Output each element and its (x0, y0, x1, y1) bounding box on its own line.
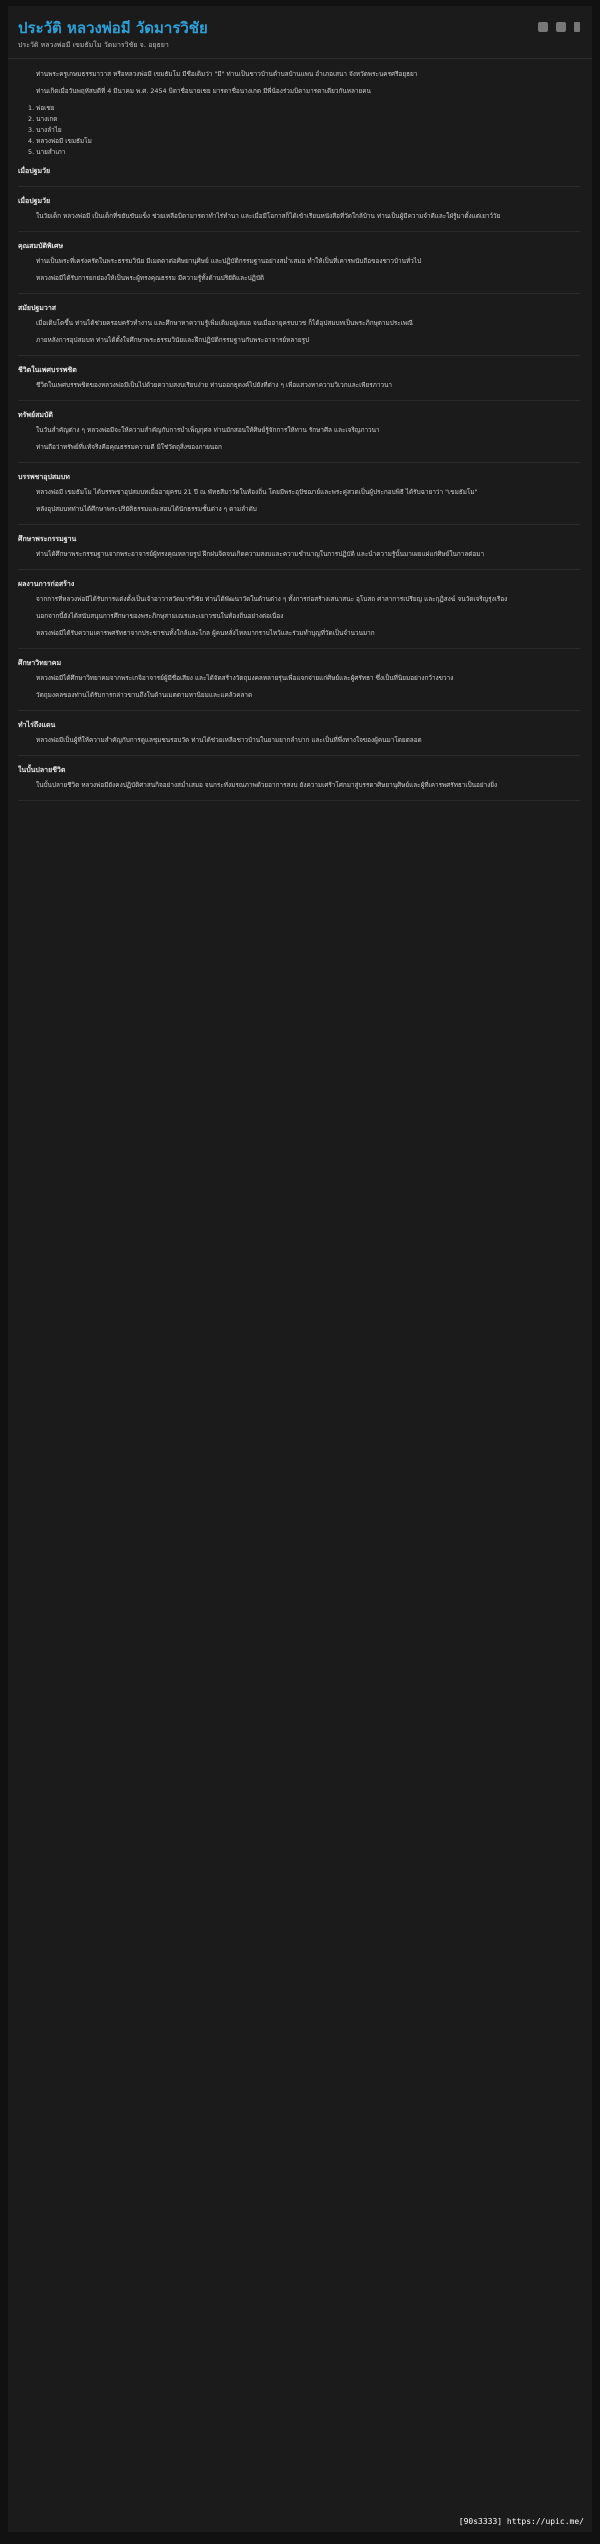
divider (18, 231, 580, 232)
section-heading: ผลงานการก่อสร้าง (18, 580, 75, 588)
section-heading: สมัยปฐมวาส (18, 304, 57, 312)
divider (18, 569, 580, 570)
section-paragraph: หลังอุปสมบทท่านได้ศึกษาพระปริยัติธรรมและสอบได้นักธรรมชั้นต่าง ๆ ตามลำดับ (36, 505, 257, 513)
divider (18, 524, 580, 525)
section-paragraph: ภายหลังการอุปสมบท ท่านได้ตั้งใจศึกษาพระธรรมวินัยและฝึกปฏิบัติกรรมฐานกับพระอาจารย์หลายรูป (36, 336, 310, 344)
section-paragraph: หลวงพ่อมีได้รับความเคารพศรัทธาจากประชาชนทั้งใกล้และไกล ผู้คนหลั่งไหลมากราบไหว้และร่วมทำบุญที่วัดเป็นจำนวนมาก (36, 629, 375, 637)
divider (18, 355, 580, 356)
section-paragraph: ท่านถือว่าทรัพย์ที่แท้จริงคือคุณธรรมความดี มิใช่วัตถุสิ่งของภายนอก (36, 443, 222, 451)
section-heading: ศึกษาพระกรรมฐาน (18, 535, 77, 543)
section-paragraph: ชีวิตในเพศบรรพชิตของหลวงพ่อมีเป็นไปด้วยความสงบเรียบง่าย ท่านออกธุดงค์ไปยังที่ต่าง ๆ เพื่อแสวงหาความวิเวกและเพียรภาวนา (36, 381, 392, 389)
section-heading: ทรัพย์สมบัติ (18, 411, 53, 419)
section-paragraph: นอกจากนี้ยังได้สนับสนุนการศึกษาของพระภิกษุสามเณรและเยาวชนในท้องถิ่นอย่างต่อเนื่อง (36, 612, 284, 620)
list-item: 5. นายสำเภา (28, 148, 66, 156)
intro-paragraph-2: ท่านเกิดเมื่อวันพฤหัสบดีที่ 4 มีนาคม พ.ศ. 2454 บิดาชื่อนายเชย มารดาชื่อนางเกด มีพี่น้องร่วมบิดามารดาเดียวกันหลายคน (36, 87, 371, 95)
section-paragraph: จากการที่หลวงพ่อมีได้รับการแต่งตั้งเป็นเจ้าอาวาสวัดมารวิชัย ท่านได้พัฒนาวัดในด้านต่าง ๆ ทั้งการก่อสร้างเสนาสนะ อุโบสถ ศาลาการเปรียญ และกุฏิสงฆ์ จนวัดเจริญรุ่งเรือง (36, 595, 508, 603)
article-body (18, 70, 580, 2526)
divider (18, 710, 580, 711)
divider (18, 462, 580, 463)
section-paragraph: วัตถุมงคลของท่านได้รับการกล่าวขานถึงในด้านเมตตามหานิยมและแคล้วคลาด (36, 691, 253, 699)
divider (18, 186, 580, 187)
section-paragraph: เมื่อเติบโตขึ้น ท่านได้ช่วยครอบครัวทำงาน และศึกษาหาความรู้เพิ่มเติมอยู่เสมอ จนเมื่ออายุครบบวช ก็ได้อุปสมบทเป็นพระภิกษุตามประเพณี (36, 319, 413, 327)
divider (18, 293, 580, 294)
list-item: 1. พ่อเชย (28, 104, 55, 112)
divider (18, 800, 580, 801)
section-heading: ชีวิตในเพศบรรพชิต (18, 366, 77, 374)
section-paragraph: หลวงพ่อมี เขมธัมโม ได้บรรพชาอุปสมบทเมื่ออายุครบ 21 ปี ณ พัทธสีมาวัดในท้องถิ่น โดยมีพระอุปัชฌาย์และพระคู่สวดเป็นผู้ประกอบพิธี ได้รับฉายาว่า "เขมธัมโม" (36, 488, 478, 496)
section-heading: เมื่อปฐมวัย (18, 197, 51, 205)
print-icon[interactable] (538, 22, 548, 32)
section-heading: ทำไร่ถึงแดน (18, 721, 56, 729)
section-paragraph: ท่านเป็นพระที่เคร่งครัดในพระธรรมวินัย มีเมตตาต่อศิษยานุศิษย์ และปฏิบัติกรรมฐานอย่างสม่ำเสมอ ทำให้เป็นที่เคารพนับถือของชาวบ้านทั่วไป (36, 257, 422, 265)
section-heading: ศึกษาวิทยาคม (18, 659, 62, 667)
section-paragraph: ในวันสำคัญต่าง ๆ หลวงพ่อมีจะให้ความสำคัญกับการบำเพ็ญกุศล ท่านมักสอนให้ศิษย์รู้จักการให้ทาน รักษาศีล และเจริญภาวนา (36, 426, 380, 434)
section-paragraph: ในบั้นปลายชีวิต หลวงพ่อมียังคงปฏิบัติศาสนกิจอย่างสม่ำเสมอ จนกระทั่งมรณภาพด้วยอาการสงบ ยังความเศร้าโศกมาสู่บรรดาศิษยานุศิษย์และผู้ที่เคารพศรัทธาเป็นอย่างยิ่ง (36, 781, 498, 789)
sections-container (18, 197, 580, 801)
toolbar (538, 22, 580, 32)
divider (18, 400, 580, 401)
list-item: 3. นางลำไย (28, 126, 62, 134)
author-line: ประวัติ หลวงพ่อมี เขมธัมโม วัดมารวิชัย จ. อยุธยา (18, 41, 169, 49)
divider (18, 755, 580, 756)
article-header (8, 6, 592, 59)
section-paragraph: หลวงพ่อมีได้รับการยกย่องให้เป็นพระผู้ทรงคุณธรรม มีความรู้ทั้งด้านปริยัติและปฏิบัติ (36, 274, 265, 282)
section-heading: คุณสมบัติพิเศษ (18, 242, 64, 250)
section-paragraph: ท่านได้ศึกษาพระกรรมฐานจากพระอาจารย์ผู้ทรงคุณหลายรูป ฝึกฝนจิตจนเกิดความสงบและความชำนาญในการปฏิบัติ และนำความรู้นั้นมาเผยแผ่แก่ศิษย์ในกาลต่อมา (36, 550, 485, 558)
intro-closing: เมื่อปฐมวัย (18, 167, 51, 175)
article-container (8, 6, 592, 2532)
share-icon[interactable] (556, 22, 566, 32)
divider (18, 648, 580, 649)
page-title: ประวัติ หลวงพ่อมี วัดมารวิชัย (18, 19, 208, 37)
section-paragraph: หลวงพ่อมีเป็นผู้ที่ให้ความสำคัญกับการดูแลชุมชนรอบวัด ท่านได้ช่วยเหลือชาวบ้านในยามยากลำบาก และเป็นที่พึ่งทางใจของผู้คนมาโดยตลอด (36, 736, 422, 744)
section-paragraph: ในวัยเด็ก หลวงพ่อมี เป็นเด็กที่ขยันขันแข็ง ช่วยเหลือบิดามารดาทำไร่ทำนา และเมื่อมีโอกาสก็ได้เข้าเรียนหนังสือที่วัดใกล้บ้าน ท่านเป็นผู้มีความจำดีและใฝ่รู้มาตั้งแต่เยาว์วัย (36, 212, 501, 220)
section-heading: บรรพชาอุปสมบท (18, 473, 70, 481)
footer-tag: [90s3333] https://upic.me/ (458, 2517, 584, 2526)
list-item: 2. นางเกด (28, 115, 58, 123)
options-icon[interactable] (574, 22, 580, 32)
family-list (18, 104, 580, 157)
section-paragraph: หลวงพ่อมีได้ศึกษาวิทยาคมจากพระเกจิอาจารย์ผู้มีชื่อเสียง และได้จัดสร้างวัตถุมงคลหลายรุ่นเพื่อแจกจ่ายแก่ศิษย์และผู้ศรัทธา ซึ่งเป็นที่นิยมอย่างกว้างขวาง (36, 674, 454, 682)
section-heading: ในบั้นปลายชีวิต (18, 766, 66, 774)
list-item: 4. หลวงพ่อมี เขมธัมโม (28, 137, 92, 145)
intro-paragraph-1: ท่านพระครูเกษมธรรมาวาส หรือหลวงพ่อมี เขมธัมโม มีชื่อเดิมว่า "มี" ท่านเป็นชาวบ้านตำบลบ้านแพน อำเภอเสนา จังหวัดพระนครศรีอยุธยา (36, 70, 418, 78)
